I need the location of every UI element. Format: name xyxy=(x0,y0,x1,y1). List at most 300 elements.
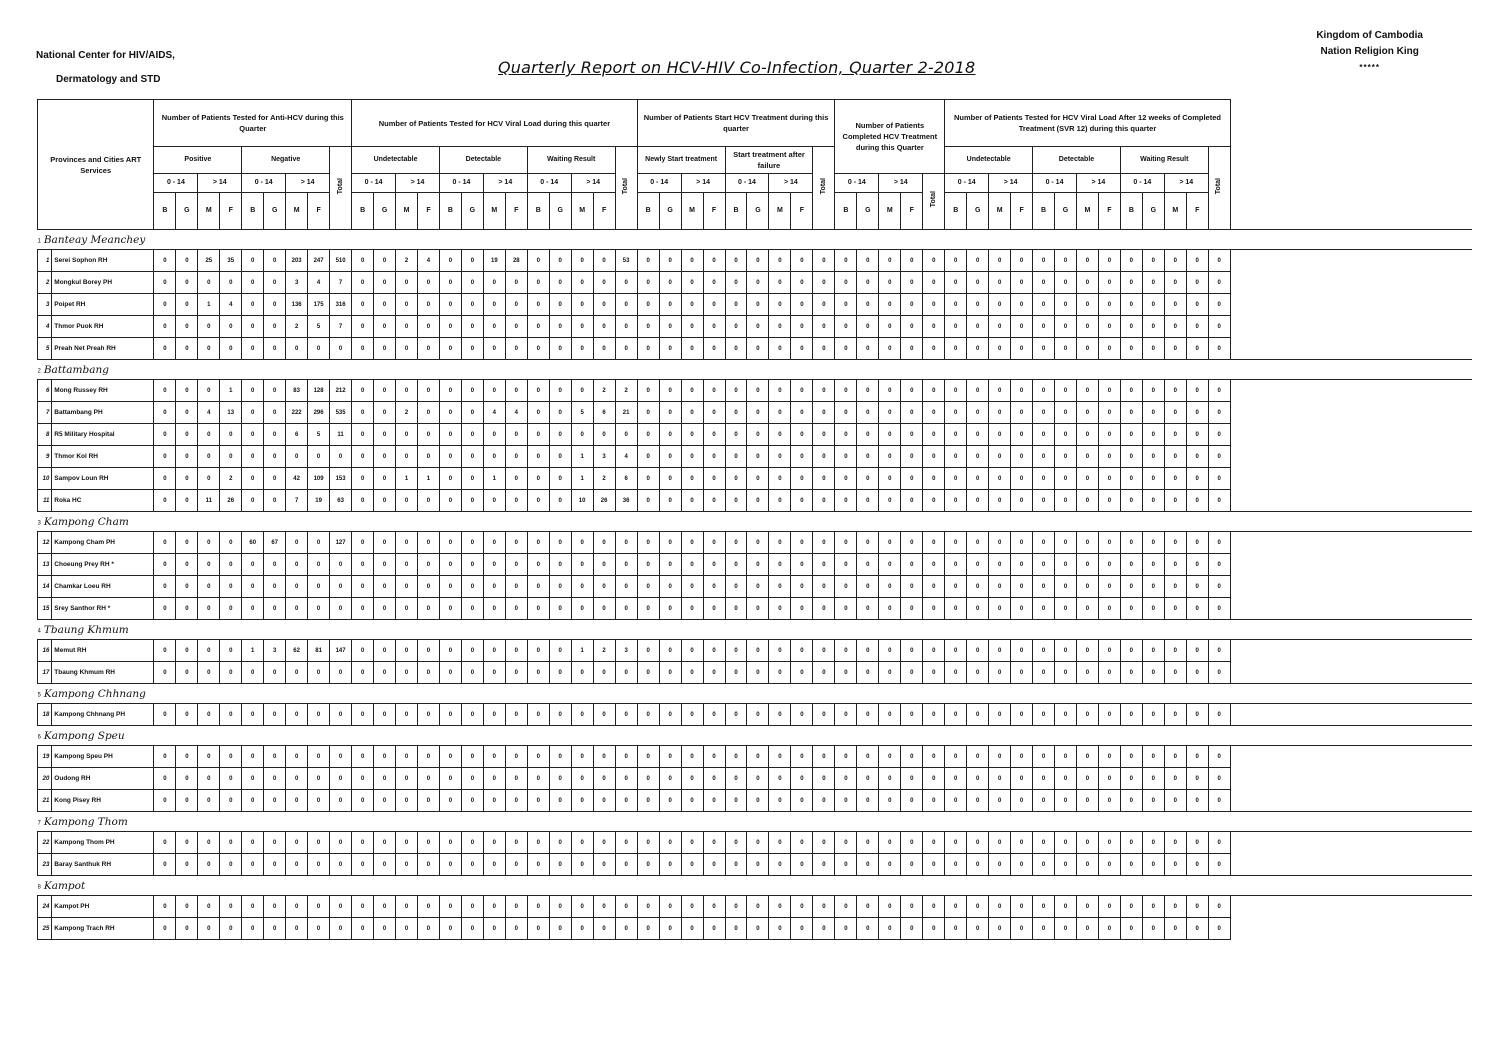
anti-hcv-cell: 62 xyxy=(286,640,308,662)
viral-load-cell: 0 xyxy=(593,918,615,940)
viral-load-cell: 0 xyxy=(505,746,527,768)
viral-load-cell: 0 xyxy=(527,424,549,446)
site-number: 8 xyxy=(38,424,52,446)
treatment-start-cell: 0 xyxy=(637,918,659,940)
svr12-cell: 0 xyxy=(1208,490,1230,512)
tx-sex-header: F xyxy=(703,193,725,230)
viral-load-cell: 0 xyxy=(571,316,593,338)
treatment-start-cell: 0 xyxy=(791,380,813,402)
treatment-start-cell: 0 xyxy=(791,316,813,338)
svr12-cell: 0 xyxy=(1186,854,1208,876)
svr12-cell: 0 xyxy=(989,832,1011,854)
svr12-cell: 0 xyxy=(1011,446,1033,468)
svr12-cell: 0 xyxy=(1011,854,1033,876)
svr12-cell: 0 xyxy=(1055,490,1077,512)
viral-load-cell: 0 xyxy=(439,918,461,940)
table-row xyxy=(38,532,1473,554)
province-row xyxy=(38,230,1473,250)
svr12-cell: 0 xyxy=(1098,338,1120,360)
anti-hcv-cell: 0 xyxy=(198,316,220,338)
tx-age-header: 0 - 14 xyxy=(637,174,681,193)
viral-load-cell: 0 xyxy=(483,490,505,512)
viral-load-cell: 0 xyxy=(615,532,637,554)
treatment-start-cell: 0 xyxy=(747,746,769,768)
treatment-start-cell: 0 xyxy=(637,294,659,316)
svr12-cell: 0 xyxy=(1120,640,1142,662)
anti-hcv-cell: 0 xyxy=(286,554,308,576)
treatment-start-cell: 0 xyxy=(769,402,791,424)
anti-hcv-cell: 0 xyxy=(330,704,352,726)
viral-load-cell: 0 xyxy=(352,250,374,272)
completed-cell: 0 xyxy=(923,272,945,294)
viral-load-cell: 0 xyxy=(374,854,396,876)
completed-cell: 0 xyxy=(879,854,901,876)
svr12-cell: 0 xyxy=(1208,854,1230,876)
anti-hcv-cell: 0 xyxy=(264,554,286,576)
viral-load-cell: 0 xyxy=(593,662,615,684)
treatment-start-cell: 0 xyxy=(769,598,791,620)
viral-load-cell: 0 xyxy=(527,250,549,272)
svr12-cell: 0 xyxy=(989,294,1011,316)
svr12-cell: 0 xyxy=(1076,918,1098,940)
svr-sex-header: F xyxy=(1186,193,1208,230)
province-index: 5 xyxy=(37,691,41,698)
viral-load-cell: 6 xyxy=(615,468,637,490)
svr12-cell: 0 xyxy=(1076,896,1098,918)
site-name: Roka HC xyxy=(52,490,154,512)
treatment-start-cell: 0 xyxy=(703,768,725,790)
svr12-cell: 0 xyxy=(1164,896,1186,918)
viral-load-cell: 0 xyxy=(571,704,593,726)
treatment-start-cell: 0 xyxy=(769,294,791,316)
anti-hcv-cell: 13 xyxy=(220,402,242,424)
treatment-start-cell: 0 xyxy=(681,490,703,512)
viral-load-cell: 0 xyxy=(527,832,549,854)
treatment-start-cell: 0 xyxy=(725,790,747,812)
anti-hcv-cell: 0 xyxy=(176,380,198,402)
viral-load-cell: 0 xyxy=(549,380,571,402)
svr-age-header: 0 - 14 xyxy=(1120,174,1164,193)
anti-hcv-cell: 0 xyxy=(154,250,176,272)
viral-load-cell: 0 xyxy=(374,338,396,360)
viral-load-cell: 2 xyxy=(593,640,615,662)
viral-load-cell: 0 xyxy=(483,424,505,446)
treatment-start-cell: 0 xyxy=(659,768,681,790)
treatment-start-cell: 0 xyxy=(637,746,659,768)
anti-hcv-cell: 0 xyxy=(330,554,352,576)
anti-hcv-cell: 0 xyxy=(242,294,264,316)
anti-hcv-cell: 4 xyxy=(308,272,330,294)
svr12-cell: 0 xyxy=(1142,424,1164,446)
svr12-cell: 0 xyxy=(1076,424,1098,446)
anti-hcv-cell: 0 xyxy=(286,598,308,620)
anti-hcv-cell: 175 xyxy=(308,294,330,316)
svr12-cell: 0 xyxy=(967,640,989,662)
completed-cell: 0 xyxy=(879,896,901,918)
svr12-cell: 0 xyxy=(1033,854,1055,876)
viral-load-cell: 0 xyxy=(593,746,615,768)
anti-hcv-cell: 0 xyxy=(264,704,286,726)
svr12-cell: 0 xyxy=(1142,640,1164,662)
completed-cell: 0 xyxy=(857,918,879,940)
completed-cell: 0 xyxy=(857,790,879,812)
treatment-start-cell: 0 xyxy=(637,832,659,854)
viral-load-cell: 0 xyxy=(374,294,396,316)
vl-sex-header: M xyxy=(483,193,505,230)
site-number: 7 xyxy=(38,402,52,424)
viral-load-cell: 0 xyxy=(505,532,527,554)
svr12-cell: 0 xyxy=(967,490,989,512)
completed-cell: 0 xyxy=(835,790,857,812)
viral-load-cell: 0 xyxy=(352,316,374,338)
completed-cell: 0 xyxy=(923,402,945,424)
site-name: Kampong Chhnang PH xyxy=(52,704,154,726)
anti-hcv-cell: 81 xyxy=(308,640,330,662)
viral-load-cell: 0 xyxy=(352,640,374,662)
svr12-cell: 0 xyxy=(1055,272,1077,294)
treatment-start-cell: 0 xyxy=(637,468,659,490)
completed-sex-header: G xyxy=(857,193,879,230)
viral-load-cell: 0 xyxy=(549,640,571,662)
svr12-cell: 0 xyxy=(1120,532,1142,554)
svr12-cell: 0 xyxy=(1120,272,1142,294)
viral-load-cell: 0 xyxy=(549,446,571,468)
completed-cell: 0 xyxy=(923,250,945,272)
viral-load-cell: 0 xyxy=(593,250,615,272)
viral-load-cell: 0 xyxy=(505,640,527,662)
svr12-cell: 0 xyxy=(1164,598,1186,620)
anti-hcv-cell: 0 xyxy=(330,854,352,876)
anti-hcv-cell: 0 xyxy=(242,832,264,854)
anti-hcv-cell: 0 xyxy=(264,250,286,272)
anti-hcv-cell: 109 xyxy=(308,468,330,490)
treatment-start-cell: 0 xyxy=(813,854,835,876)
viral-load-cell: 0 xyxy=(527,446,549,468)
viral-load-cell: 1 xyxy=(418,468,440,490)
anti-hcv-cell: 0 xyxy=(242,918,264,940)
viral-load-cell: 0 xyxy=(483,554,505,576)
treatment-start-cell: 0 xyxy=(813,832,835,854)
treatment-start-cell: 0 xyxy=(725,424,747,446)
site-number: 1 xyxy=(38,250,52,272)
site-name: Tbaung Khmum RH xyxy=(52,662,154,684)
viral-load-cell: 0 xyxy=(461,380,483,402)
completed-cell: 0 xyxy=(835,768,857,790)
svr12-cell: 0 xyxy=(1186,424,1208,446)
vl-sex-header: B xyxy=(439,193,461,230)
anti-hcv-cell: 0 xyxy=(308,554,330,576)
viral-load-cell: 0 xyxy=(439,250,461,272)
svr12-cell: 0 xyxy=(1142,446,1164,468)
anti-hcv-cell: 535 xyxy=(330,402,352,424)
viral-load-cell: 0 xyxy=(505,468,527,490)
anti-hcv-cell: 0 xyxy=(154,554,176,576)
site-number: 11 xyxy=(38,490,52,512)
completed-cell: 0 xyxy=(835,832,857,854)
vl-sex-header: M xyxy=(571,193,593,230)
completed-cell: 0 xyxy=(901,832,923,854)
treatment-start-cell: 0 xyxy=(791,704,813,726)
svr12-cell: 0 xyxy=(945,746,967,768)
svr12-cell: 0 xyxy=(1186,746,1208,768)
svr12-cell: 0 xyxy=(945,704,967,726)
viral-load-cell: 0 xyxy=(352,446,374,468)
sub-svr-waiting: Waiting Result xyxy=(1120,147,1208,174)
treatment-start-cell: 0 xyxy=(637,380,659,402)
treatment-start-cell: 0 xyxy=(813,790,835,812)
anti-hcv-cell: 0 xyxy=(154,424,176,446)
province-header xyxy=(38,620,1473,640)
svr12-cell: 0 xyxy=(1164,490,1186,512)
svr12-cell: 0 xyxy=(1120,704,1142,726)
svr12-cell: 0 xyxy=(1164,832,1186,854)
svr-sex-header: B xyxy=(1120,193,1142,230)
table-row xyxy=(38,338,1473,360)
anti-hcv-cell: 11 xyxy=(330,424,352,446)
anti-hcv-cell: 0 xyxy=(176,424,198,446)
svr12-cell: 0 xyxy=(1098,532,1120,554)
anti-hcv-cell: 0 xyxy=(308,662,330,684)
treatment-start-cell: 0 xyxy=(747,490,769,512)
treatment-start-cell: 0 xyxy=(769,662,791,684)
anti-hcv-cell: 0 xyxy=(242,250,264,272)
treatment-start-cell: 0 xyxy=(681,554,703,576)
svr12-cell: 0 xyxy=(989,640,1011,662)
treatment-start-cell: 0 xyxy=(637,576,659,598)
svr12-cell: 0 xyxy=(1055,832,1077,854)
anti-hcv-cell: 0 xyxy=(220,446,242,468)
viral-load-cell: 0 xyxy=(527,896,549,918)
site-name: Kong Pisey RH xyxy=(52,790,154,812)
treatment-start-cell: 0 xyxy=(813,338,835,360)
completed-cell: 0 xyxy=(923,854,945,876)
treatment-start-cell: 0 xyxy=(769,468,791,490)
viral-load-cell: 0 xyxy=(439,380,461,402)
svr12-cell: 0 xyxy=(967,532,989,554)
completed-cell: 0 xyxy=(835,250,857,272)
viral-load-cell: 0 xyxy=(439,490,461,512)
viral-load-cell: 0 xyxy=(571,532,593,554)
svr12-cell: 0 xyxy=(1186,554,1208,576)
treatment-start-cell: 0 xyxy=(791,294,813,316)
completed-cell: 0 xyxy=(879,316,901,338)
table-row xyxy=(38,768,1473,790)
svr12-cell: 0 xyxy=(1164,704,1186,726)
treatment-start-cell: 0 xyxy=(681,272,703,294)
table-row xyxy=(38,704,1473,726)
viral-load-cell: 0 xyxy=(352,854,374,876)
completed-cell: 0 xyxy=(879,704,901,726)
treatment-start-cell: 0 xyxy=(813,272,835,294)
completed-cell: 0 xyxy=(879,338,901,360)
treatment-start-cell: 0 xyxy=(791,532,813,554)
anti-hcv-cell: 0 xyxy=(198,554,220,576)
site-name: Thmor Puok RH xyxy=(52,316,154,338)
viral-load-cell: 0 xyxy=(352,532,374,554)
viral-load-cell: 0 xyxy=(396,854,418,876)
anti-hcv-cell: 3 xyxy=(264,640,286,662)
viral-load-cell: 0 xyxy=(593,704,615,726)
svr12-cell: 0 xyxy=(1033,896,1055,918)
viral-load-cell: 0 xyxy=(571,854,593,876)
treatment-start-cell: 0 xyxy=(703,896,725,918)
anti-hcv-cell: 0 xyxy=(176,640,198,662)
svr12-cell: 0 xyxy=(1055,554,1077,576)
tx-total-header xyxy=(813,147,835,230)
completed-cell: 0 xyxy=(835,662,857,684)
completed-cell: 0 xyxy=(857,598,879,620)
treatment-start-cell: 0 xyxy=(769,854,791,876)
svr12-cell: 0 xyxy=(945,598,967,620)
site-number: 15 xyxy=(38,598,52,620)
anti-hcv-cell: 35 xyxy=(220,250,242,272)
viral-load-cell: 0 xyxy=(571,662,593,684)
completed-cell: 0 xyxy=(857,424,879,446)
anti-hcv-cell: 0 xyxy=(242,338,264,360)
treatment-start-cell: 0 xyxy=(769,790,791,812)
viral-load-cell: 0 xyxy=(505,380,527,402)
completed-cell: 0 xyxy=(857,490,879,512)
treatment-start-cell: 0 xyxy=(747,768,769,790)
site-number: 9 xyxy=(38,446,52,468)
viral-load-cell: 0 xyxy=(505,768,527,790)
svr12-cell: 0 xyxy=(1033,468,1055,490)
group-treatment-start: Number of Patients Start HCV Treatment during this quarter xyxy=(637,100,835,147)
treatment-start-cell: 0 xyxy=(725,554,747,576)
viral-load-cell: 0 xyxy=(418,294,440,316)
completed-cell: 0 xyxy=(901,746,923,768)
anti-hcv-cell: 0 xyxy=(220,768,242,790)
svr12-cell: 0 xyxy=(1098,768,1120,790)
anti-hcv-cell: 0 xyxy=(286,790,308,812)
anti-hcv-cell: 0 xyxy=(308,768,330,790)
svr12-cell: 0 xyxy=(1208,402,1230,424)
completed-sex-header: F xyxy=(901,193,923,230)
anti-sex-header: M xyxy=(286,193,308,230)
svr12-cell: 0 xyxy=(1120,468,1142,490)
anti-hcv-cell: 0 xyxy=(154,746,176,768)
treatment-start-cell: 0 xyxy=(747,576,769,598)
anti-hcv-cell: 0 xyxy=(220,704,242,726)
tx-sex-header: M xyxy=(681,193,703,230)
anti-hcv-cell: 0 xyxy=(330,338,352,360)
anti-hcv-cell: 0 xyxy=(286,662,308,684)
treatment-start-cell: 0 xyxy=(703,532,725,554)
viral-load-cell: 0 xyxy=(549,918,571,940)
site-name: Kampong Trach RH xyxy=(52,918,154,940)
anti-hcv-cell: 0 xyxy=(264,790,286,812)
anti-hcv-cell: 0 xyxy=(264,896,286,918)
anti-hcv-cell: 0 xyxy=(154,662,176,684)
anti-hcv-cell: 0 xyxy=(308,854,330,876)
anti-hcv-cell: 0 xyxy=(154,790,176,812)
completed-cell: 0 xyxy=(901,338,923,360)
svr12-cell: 0 xyxy=(1142,250,1164,272)
svr12-cell: 0 xyxy=(1186,272,1208,294)
anti-hcv-cell: 0 xyxy=(154,490,176,512)
viral-load-cell: 0 xyxy=(593,832,615,854)
svr12-cell: 0 xyxy=(1208,424,1230,446)
anti-hcv-cell: 0 xyxy=(330,918,352,940)
treatment-start-cell: 0 xyxy=(791,598,813,620)
anti-hcv-cell: 0 xyxy=(154,338,176,360)
treatment-start-cell: 0 xyxy=(725,662,747,684)
completed-cell: 0 xyxy=(835,272,857,294)
treatment-start-cell: 0 xyxy=(703,402,725,424)
anti-hcv-cell: 0 xyxy=(242,380,264,402)
viral-load-cell: 0 xyxy=(549,598,571,620)
treatment-start-cell: 0 xyxy=(681,704,703,726)
svr-sex-header: F xyxy=(1011,193,1033,230)
viral-load-cell: 0 xyxy=(527,380,549,402)
anti-hcv-cell: 0 xyxy=(242,272,264,294)
site-number: 22 xyxy=(38,832,52,854)
svr12-cell: 0 xyxy=(1120,316,1142,338)
treatment-start-cell: 0 xyxy=(659,294,681,316)
treatment-start-cell: 0 xyxy=(637,854,659,876)
anti-hcv-cell: 0 xyxy=(286,576,308,598)
svr12-cell: 0 xyxy=(1055,704,1077,726)
svr12-cell: 0 xyxy=(1055,424,1077,446)
treatment-start-cell: 0 xyxy=(769,490,791,512)
anti-hcv-cell: 0 xyxy=(176,490,198,512)
anti-hcv-cell: 67 xyxy=(264,532,286,554)
viral-load-cell: 0 xyxy=(352,918,374,940)
site-number: 24 xyxy=(38,896,52,918)
treatment-start-cell: 0 xyxy=(769,832,791,854)
completed-cell: 0 xyxy=(901,554,923,576)
svr12-cell: 0 xyxy=(1186,896,1208,918)
svr12-cell: 0 xyxy=(967,896,989,918)
svr12-cell: 0 xyxy=(1076,554,1098,576)
province-name: Battambang xyxy=(43,363,109,376)
tx-age-header: > 14 xyxy=(681,174,725,193)
svr12-cell: 0 xyxy=(1186,768,1208,790)
viral-load-cell: 0 xyxy=(352,424,374,446)
svr12-cell: 0 xyxy=(1076,854,1098,876)
completed-cell: 0 xyxy=(857,316,879,338)
kingdom-header xyxy=(1316,28,1423,76)
completed-cell: 0 xyxy=(835,490,857,512)
svr12-cell: 0 xyxy=(1120,380,1142,402)
viral-load-cell: 0 xyxy=(461,468,483,490)
svr12-cell: 0 xyxy=(1164,250,1186,272)
province-name: Kampong Chhnang xyxy=(43,687,146,700)
completed-age-header: 0 - 14 xyxy=(835,174,879,193)
treatment-start-cell: 0 xyxy=(703,490,725,512)
completed-cell: 0 xyxy=(879,490,901,512)
viral-load-cell: 0 xyxy=(527,316,549,338)
svr12-cell: 0 xyxy=(1011,468,1033,490)
svr12-cell: 0 xyxy=(1208,272,1230,294)
site-number: 12 xyxy=(38,532,52,554)
viral-load-cell: 0 xyxy=(593,598,615,620)
svr12-cell: 0 xyxy=(1164,272,1186,294)
treatment-start-cell: 0 xyxy=(637,250,659,272)
viral-load-cell: 0 xyxy=(418,338,440,360)
svr12-cell: 0 xyxy=(989,338,1011,360)
anti-hcv-cell: 19 xyxy=(308,490,330,512)
anti-hcv-cell: 0 xyxy=(242,704,264,726)
svr12-cell: 0 xyxy=(1098,272,1120,294)
treatment-start-cell: 0 xyxy=(703,380,725,402)
viral-load-cell: 0 xyxy=(549,468,571,490)
province-index: 6 xyxy=(37,733,41,740)
anti-hcv-cell: 0 xyxy=(154,446,176,468)
viral-load-cell: 0 xyxy=(439,640,461,662)
completed-cell: 0 xyxy=(923,294,945,316)
anti-hcv-cell: 4 xyxy=(198,402,220,424)
